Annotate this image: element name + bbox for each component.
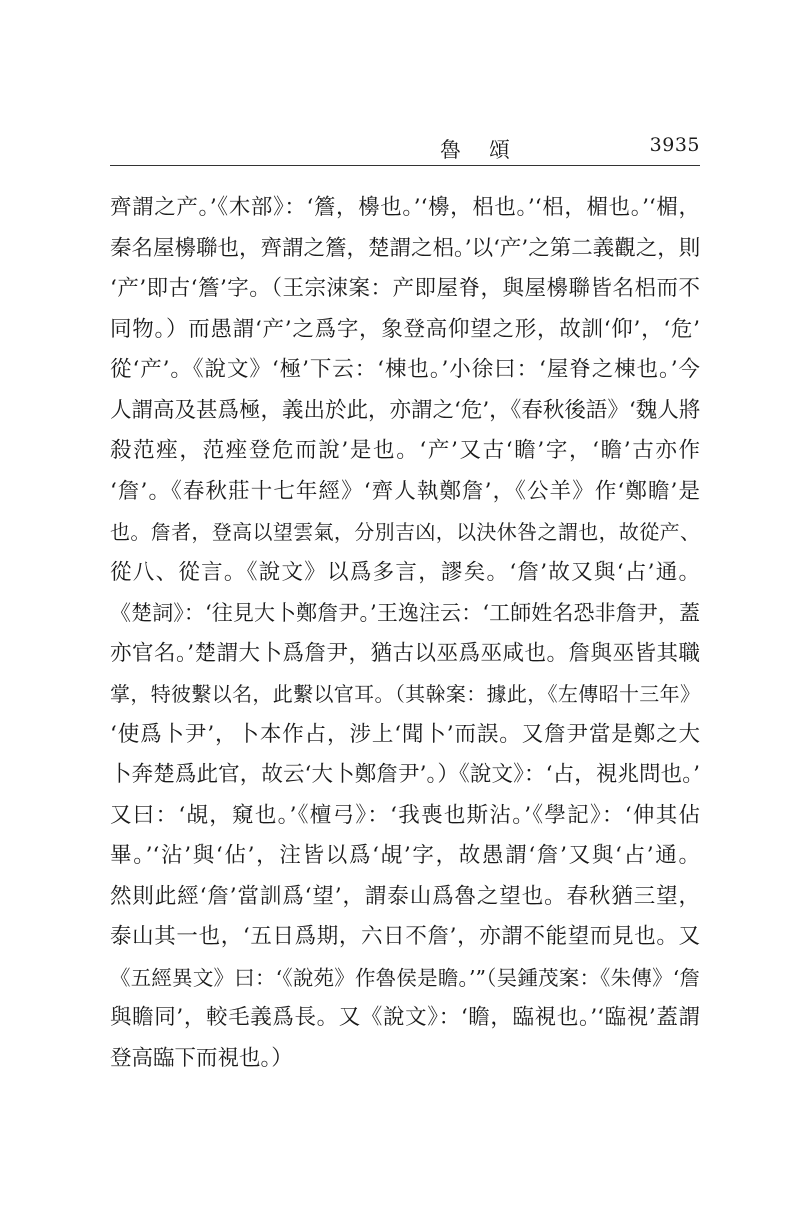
running-title: 魯頌: [440, 138, 538, 162]
text-line: 從‘产’。《說文》‘極’下云：‘棟也。’小徐曰：‘屋脊之棟也。’今: [110, 357, 700, 382]
text-line: 也。詹者，登高以望雲氣，分別吉凶，以決休咎之謂也，故從产、: [110, 520, 700, 544]
text-line: 《楚詞》：‘往見大卜鄭詹尹。’王逸注云：‘工師姓名恐非詹尹，蓋: [110, 601, 700, 625]
text-line: 人謂高及甚爲極，義出於此，亦謂之‘危’，《春秋後語》‘魏人將: [110, 397, 700, 423]
header-rule: [110, 165, 700, 166]
text-line: 與瞻同’，較毛義爲長。又《說文》：‘瞻，臨視也。’‘臨視’蓋謂: [110, 1005, 700, 1030]
page-number: 3935: [649, 134, 700, 156]
text-line: ‘詹’。《春秋莊十七年經》‘齊人執鄭詹’，《公羊》作‘鄭瞻’是: [110, 478, 700, 504]
text-line: ‘使爲卜尹’，卜本作占，涉上‘聞卜’而誤。又詹尹當是鄭之大: [110, 721, 700, 747]
text-line: 掌，特彼繫以名，此繫以官耳。（其榦案：據此，《左傳昭十三年》: [110, 682, 700, 706]
text-line: 亦官名。’楚謂大卜爲詹尹，猶古以巫爲巫咸也。詹與巫皆其職: [110, 640, 700, 666]
text-line: 殺范痤，范痤登危而說’是也。‘产’又古‘瞻’字，‘瞻’古亦作: [110, 438, 700, 463]
text-line: ‘产’即古‘簷’字。（王宗涑案：产即屋脊，與屋櫋聯皆名梠而不: [110, 276, 700, 301]
text-line: 然則此經‘詹’當訓爲‘望’，謂泰山爲魯之望也。春秋猶三望，: [110, 883, 700, 909]
text-line: 登高臨下而視也。）: [110, 1045, 293, 1071]
text-line: 《五經異文》曰：‘《說苑》作魯侯是瞻。’”（吴鍾茂案：《朱傳》‘詹: [110, 965, 700, 990]
text-line: 從八、從言。《說文》以爲多言，謬矣。‘詹’故又與‘占’通。: [110, 559, 700, 585]
text-line: 泰山其一也，‘五日爲期，六日不詹’，亦謂不能望而見也。又: [110, 924, 700, 949]
text-line: 齊謂之产。’《木部》：‘簷，櫋也。’‘櫋，梠也。’‘梠，楣也。’‘楣，: [110, 195, 700, 220]
text-line: 卜奔楚爲此官，故云‘大卜鄭詹尹’。）《說文》：‘占，視兆問也。’: [110, 762, 700, 787]
text-line: 畢。’‘沾’與‘佔’，注皆以爲‘覘’字，故愚謂‘詹’又與‘占’通。: [110, 843, 700, 868]
page-header: [110, 130, 700, 164]
body-text: [110, 188, 700, 1079]
text-line: 同物。）而愚謂‘产’之爲字，象登高仰望之形，故訓‘仰’，‘危’: [110, 316, 700, 342]
text-line: 秦名屋櫋聯也，齊謂之簷，楚謂之梠。’以‘产’之第二義觀之，則: [110, 235, 700, 261]
text-line: 又曰：‘覘，窺也。’《檀弓》：‘我喪也斯沾。’《學記》：‘伸其佔: [110, 802, 700, 828]
